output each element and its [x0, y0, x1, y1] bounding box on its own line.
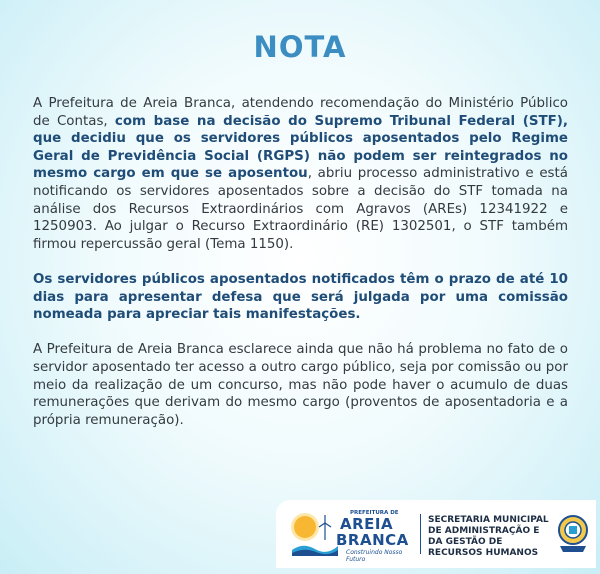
wind-turbine-icon	[318, 514, 332, 540]
paragraph-1	[33, 95, 568, 253]
paragraph-2: Os servidores públicos aposentados notificados têm o prazo de até 10 dias para apresentar defesa que será julgada por uma comissão nomeada para apreciar tais manifestações.	[33, 271, 568, 323]
note-body	[33, 95, 568, 447]
paragraph-3: A Prefeitura de Areia Branca esclarece ainda que não há problema no fato de o servidor aposentado ter acesso a outro cargo público, seja por comissão ou por meio da realização de um concurso, mas não pode haver o acumulo de duas remunerações que derivam do mesmo cargo (proventos de aposentadoria e a própria remuneração).	[33, 342, 568, 428]
wave-icon	[292, 540, 338, 556]
logo-prefix: PREFEITURA DE	[350, 510, 399, 516]
municipal-seal-icon	[556, 510, 590, 556]
prefeitura-logo	[288, 506, 416, 562]
footer-divider	[420, 514, 421, 554]
logo-word-areia: AREIA	[340, 515, 394, 533]
secretaria-name: SECRETARIA MUNICIPAL DE ADMINISTRAÇÃO E DA GESTÃO DE RECURSOS HUMANOS	[428, 515, 549, 558]
logo-word-branca: BRANCA	[336, 531, 409, 549]
paragraph-1-bold: com base na decisão do Supremo Tribunal Federal (STF), que decidiu que os servidores públicos aposentados pelo Regime Geral de Previdência Social (RGPS) não podem ser reintegrados no mesmo cargo em que se aposentou	[33, 113, 568, 182]
logo-tagline: Construindo Nosso Futuro	[346, 549, 403, 563]
paragraph-1-intro: A Prefeitura de Areia Branca, atendendo recomendação do Ministério Público de Contas,	[33, 96, 568, 129]
sun-icon	[294, 516, 316, 538]
page-title: NOTA	[253, 30, 347, 64]
paragraph-1-rest: , abriu processo administrativo e está notificando os servidores aposentados sobre a decisão do STF tomada na análise dos Recursos Extraordinários com Agravos (AREs) 12341922 e 1250903. Ao julgar o Recurso Extraordinário (RE) 1302501, o STF também firmou repercussão geral (Tema 1150).	[33, 166, 568, 252]
footer-banner	[276, 500, 596, 568]
